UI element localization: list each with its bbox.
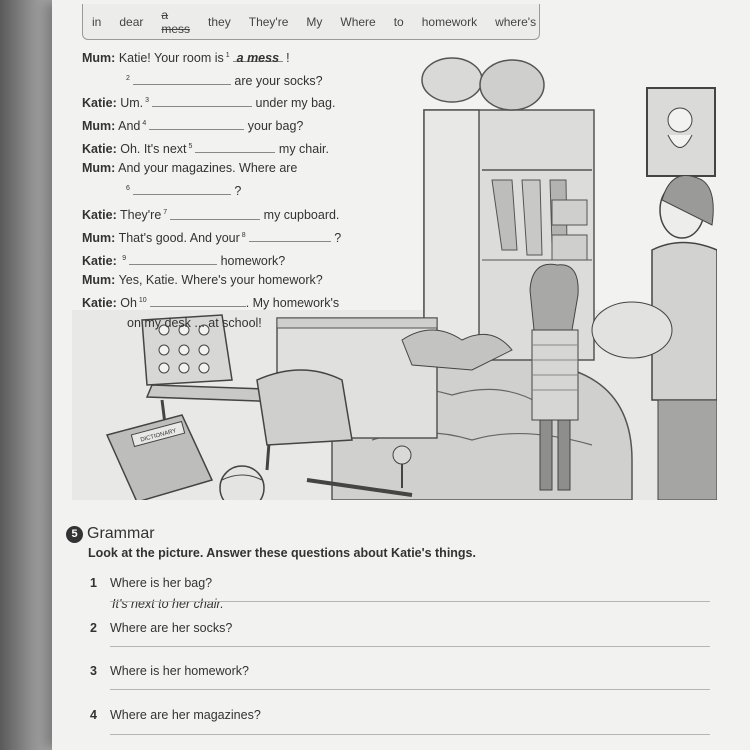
- answer-3-line[interactable]: [110, 689, 710, 690]
- dialogue-text: . My homework's: [245, 296, 340, 311]
- dialogue-line: [82, 203, 382, 226]
- dialogue-line: [82, 226, 382, 249]
- gap-3-blank[interactable]: [152, 94, 252, 107]
- dialogue-text: And: [118, 119, 141, 134]
- gap-4-blank[interactable]: [149, 117, 244, 130]
- word-box: [82, 4, 540, 40]
- answer-1-text: It's next to her chair.: [112, 597, 224, 611]
- speaker: Katie:: [82, 141, 117, 156]
- gap-number: 2: [126, 74, 130, 82]
- dialogue-text: are your socks?: [234, 73, 323, 88]
- word-box-item: Where: [340, 14, 376, 29]
- question-number: 1: [90, 576, 97, 590]
- dialogue-line: [82, 46, 382, 69]
- dialogue-line: [82, 271, 382, 291]
- question-text: Where is her homework?: [110, 664, 249, 678]
- section-title: Grammar: [87, 525, 155, 542]
- gap-number: 8: [241, 232, 246, 240]
- dialogue-text: my cupboard.: [263, 208, 340, 223]
- question-4: [90, 708, 261, 722]
- dialogue-text: ?: [334, 231, 342, 246]
- gap-5-blank[interactable]: [195, 140, 275, 153]
- dialogue-text: And your magazines. Where are: [118, 161, 298, 176]
- dialogue-text: Oh. It's next: [120, 141, 187, 156]
- word-box-item: they: [208, 14, 231, 29]
- dialogue-line: [82, 114, 382, 137]
- dialogue-text: Um.: [120, 96, 144, 111]
- gap-8-blank[interactable]: [249, 229, 331, 242]
- exercise-instruction: Look at the picture. Answer these questions about Katie's things.: [88, 546, 476, 560]
- dialogue-text: That's good. And your: [118, 231, 240, 246]
- gap-9-blank[interactable]: [129, 252, 217, 265]
- speaker: Mum:: [82, 161, 116, 176]
- dialogue-text: ?: [234, 183, 242, 198]
- gap-6-blank[interactable]: [133, 182, 231, 195]
- answer-2-line[interactable]: [110, 646, 710, 647]
- dialogue-text: under my bag.: [255, 96, 336, 111]
- word-box-item: My: [306, 14, 323, 29]
- dialogue-text: Oh: [120, 296, 137, 311]
- question-text: Where are her magazines?: [110, 708, 261, 722]
- dialogue-line: [82, 137, 382, 160]
- gap-number: 5: [188, 142, 193, 150]
- word-box-item: dear: [119, 14, 144, 29]
- dialogue: [82, 46, 382, 333]
- gap-number: 10: [138, 296, 147, 304]
- gap-number: 6: [126, 184, 130, 192]
- answer-1-line[interactable]: [110, 601, 710, 602]
- speaker: Mum:: [82, 231, 116, 246]
- dialogue-line: [82, 249, 382, 272]
- dialogue-line: [82, 314, 382, 334]
- section-number-badge: 5: [66, 526, 83, 543]
- word-box-item: homework: [421, 14, 478, 29]
- speaker: Katie:: [82, 253, 117, 268]
- speaker: Mum:: [82, 119, 116, 134]
- question-1: [90, 576, 212, 590]
- textbook-page: [52, 0, 750, 750]
- answer-4-line[interactable]: [110, 734, 710, 735]
- question-number: 4: [90, 708, 97, 722]
- dictionary-label: DICTIONARY: [139, 428, 178, 444]
- gap-number: 3: [145, 97, 150, 105]
- gap-number: 7: [163, 209, 168, 217]
- word-box-item: where's: [495, 14, 537, 29]
- gap-1-answer[interactable]: a mess: [233, 49, 283, 62]
- dialogue-text: your bag?: [247, 119, 304, 134]
- gap-number: 4: [142, 119, 147, 127]
- question-2: [90, 621, 232, 635]
- dialogue-text: my chair.: [278, 141, 329, 156]
- dialogue-text: on my desk ... at school!: [127, 315, 262, 330]
- question-number: 3: [90, 664, 97, 678]
- gap-7-blank[interactable]: [170, 207, 260, 220]
- dialogue-line: [82, 69, 382, 92]
- word-box-item-used: a mess: [161, 7, 191, 36]
- question-3: [90, 664, 249, 678]
- dialogue-text: homework?: [220, 253, 286, 268]
- dialogue-line: [82, 179, 382, 202]
- dialogue-text: Katie! Your room is: [118, 51, 224, 66]
- question-number: 2: [90, 621, 97, 635]
- speaker: Katie:: [82, 296, 117, 311]
- word-box-item: to: [393, 14, 404, 29]
- section-heading: [66, 525, 155, 543]
- word-box-item: They're: [248, 14, 289, 29]
- speaker: Katie:: [82, 208, 117, 223]
- dialogue-line: [82, 91, 382, 114]
- speaker: Mum:: [82, 273, 116, 288]
- gap-2-blank[interactable]: [133, 72, 231, 85]
- dialogue-line: [82, 159, 382, 179]
- gap-10-blank[interactable]: [150, 294, 246, 307]
- word-box-item: in: [92, 14, 102, 29]
- gap-number: 1: [225, 52, 230, 59]
- dialogue-text: They're: [119, 208, 162, 223]
- dialogue-text: !: [286, 51, 290, 66]
- speaker: Katie:: [82, 96, 117, 111]
- dialogue-line: [82, 291, 382, 314]
- gap-number: 9: [122, 254, 127, 262]
- question-text: Where is her bag?: [110, 576, 213, 590]
- speaker: Mum:: [82, 51, 116, 66]
- dialogue-text: Yes, Katie. Where's your homework?: [118, 273, 323, 288]
- question-text: Where are her socks?: [110, 621, 233, 635]
